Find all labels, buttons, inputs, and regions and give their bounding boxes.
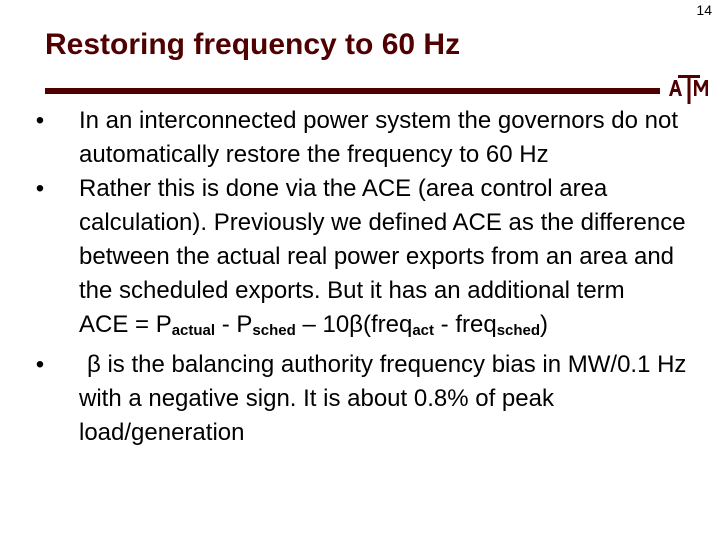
formula-sub-sched: sched xyxy=(252,322,296,339)
bullet-icon: • xyxy=(35,351,45,378)
formula-sub-act: act xyxy=(412,322,434,339)
formula-close: ) xyxy=(540,311,549,338)
bullet-list xyxy=(30,104,690,450)
formula-sub-actual: actual xyxy=(171,322,216,339)
ace-formula xyxy=(79,308,690,348)
formula-lhs: ACE = P xyxy=(79,311,172,338)
list-item xyxy=(30,104,690,172)
list-item xyxy=(30,172,690,348)
bullet-text: Rather this is done via the ACE (area control area calculation). Previously we defined ACE as the difference between the actual real power exports from an area and the scheduled exports. But it has an additional term xyxy=(79,175,686,304)
formula-op-minus: - P xyxy=(215,311,253,338)
title-rule xyxy=(45,88,660,94)
formula-op-minus2: - freq xyxy=(434,311,497,338)
bullet-icon: • xyxy=(35,175,45,202)
bullet-text: β is the balancing authority frequency bias in MW/0.1 Hz with a negative sign. It is about 0.8% of peak load/generation xyxy=(79,351,687,446)
page-number: 14 xyxy=(696,2,712,18)
bullet-icon: • xyxy=(35,107,45,134)
formula-sub-sched2: sched xyxy=(496,322,541,339)
list-item xyxy=(30,348,690,450)
formula-term: – 10β(freq xyxy=(295,311,413,338)
slide-title: Restoring frequency to 60 Hz xyxy=(45,28,461,61)
atm-logo-icon xyxy=(668,72,712,106)
bullet-text: In an interconnected power system the governors do not automatically restore the frequency to 60 Hz xyxy=(79,107,679,168)
